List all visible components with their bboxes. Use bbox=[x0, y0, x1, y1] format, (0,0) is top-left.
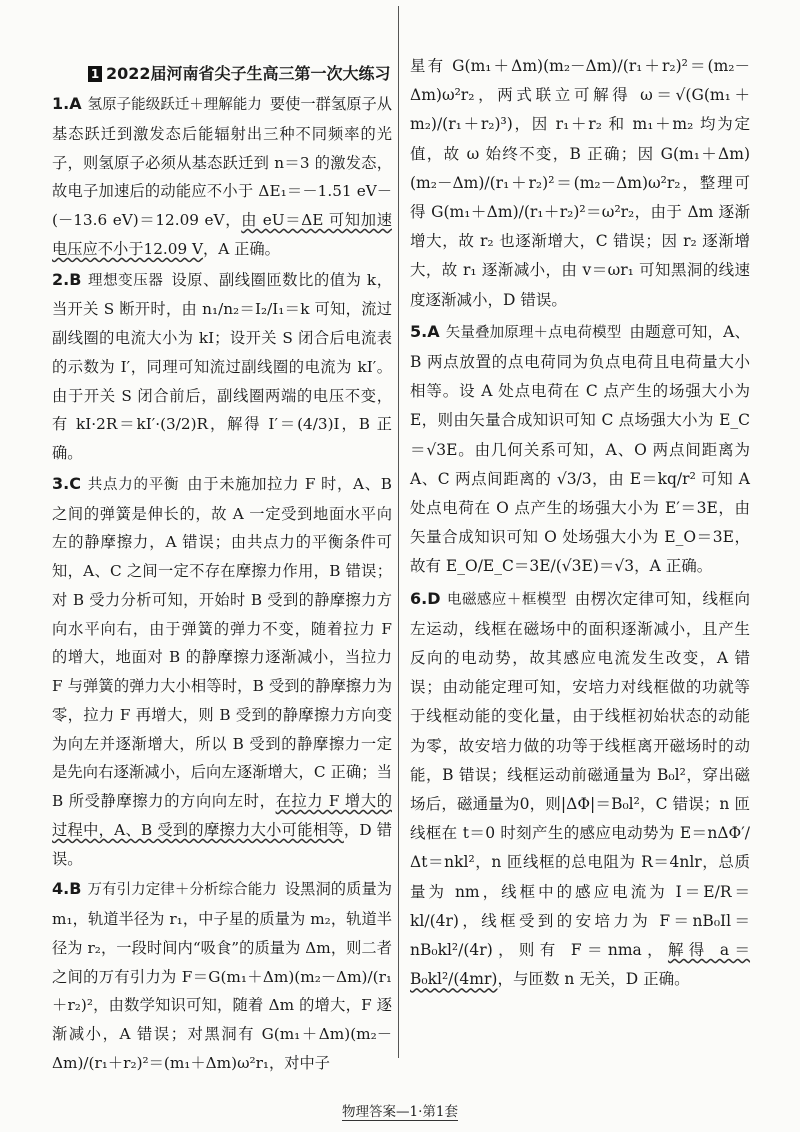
column-divider bbox=[398, 6, 399, 1058]
answer-topic: 万有引力定律＋分析综合能力 bbox=[87, 882, 277, 899]
answer-underlined: 由 eU＝ΔE 可知加速电压应不小于12.09 V bbox=[52, 211, 392, 258]
answer-number: 2.B bbox=[52, 269, 82, 289]
answer-2 bbox=[52, 266, 392, 468]
answer-6 bbox=[410, 584, 750, 995]
answer-underlined: 解得 a＝B₀kl²/(4mr) bbox=[410, 941, 751, 989]
answer-number: 3.C bbox=[52, 473, 81, 493]
answer-topic: 电磁感应＋框模型 bbox=[446, 591, 567, 608]
answer-tail: ，D 错误。 bbox=[52, 820, 392, 868]
answer-4 bbox=[52, 875, 392, 1077]
left-column bbox=[52, 90, 392, 1080]
right-column bbox=[410, 52, 750, 997]
answer-number: 1.A bbox=[52, 94, 82, 113]
answer-number: 5.A bbox=[410, 321, 440, 341]
answer-text: 由于未施加拉力 F 时，A、B 之间的弹簧是伸长的，故 A 一定受到地面水平向左的静摩擦力，A 错误；由共点力的平衡条件可知，A、C 之间一定不存在摩擦力作用，B 错误；对 B 受力分析可知，开始时 B 受到的静摩擦力方向水平向右，由于弹簧的弹力不变，随着拉力 F 的增大，地面对 B 的静摩擦力逐渐减小，当拉力 F 与弹簧的弹力大小相等时，B 受到的静摩擦力为零，拉力 F 再增大，则 B 受到的静摩擦力方向变为向左并逐渐增大，所以 B 受到的静摩擦力一定是先向右逐渐减小，后向左逐渐增大，C 正确；当 B 所受静摩擦力的方向向左时， bbox=[52, 474, 393, 810]
answer-tail: ，与匝数 n 无关，D 正确。 bbox=[497, 970, 690, 989]
footer-text: 物理答案—1·第1套 bbox=[342, 1104, 458, 1120]
answer-5 bbox=[410, 317, 750, 582]
answer-number: 4.B bbox=[52, 879, 82, 899]
answer-text: 设黑洞的质量为 m₁，轨道半径为 r₁，中子星的质量为 m₂，轨道半径为 r₂，一段时间内“吸食”的质量为 Δm，则二者之间的万有引力为 F＝G(m₁＋Δm)(m₂－Δm)/(r₁＋r₂)²，由数学知识可知，随着 Δm 的增大，F 逐渐减小，A 错误；对黑洞有 G(m₁＋Δm)(m₂－Δm)/(r₁＋r₂)²＝(m₁＋Δm)ω²r₁，对中子 bbox=[52, 880, 393, 1072]
answer-number: 6.D bbox=[410, 588, 441, 608]
answer-3 bbox=[52, 470, 392, 874]
answer-topic: 共点力的平衡 bbox=[86, 476, 180, 493]
answer-tail: ，A 正确。 bbox=[203, 239, 280, 258]
answer-topic: 氢原子能级跃迁＋理解能力 bbox=[87, 97, 262, 113]
answer-1 bbox=[52, 90, 392, 264]
page-title bbox=[88, 61, 398, 84]
page-footer bbox=[0, 1100, 800, 1120]
answer-4-continued bbox=[410, 52, 750, 315]
answer-text-continued: 星有 G(m₁＋Δm)(m₂－Δm)/(r₁＋r₂)²＝(m₂－Δm)ω²r₂，两式联立可解得 ω＝√(G(m₁＋m₂)/(r₁＋r₂)³)，因 r₁＋r₂ 和 m₁＋m₂ 均为定值，故 ω 始终不变，B 正确；因 G(m₁＋Δm)(m₂－Δm)/(r₁＋r₂)²＝(m₂－Δm)ω²r₂，整理可得 G(m₁＋Δm)/(r₁＋r₂)²＝ω²r₂，由于 Δm 逐渐增大，故 r₂ 也逐渐增大，C 错误；因 r₂ 逐渐增大，故 r₁ 逐渐减小，由 v＝ωr₁ 可知黑洞的线速度逐渐减小，D 错误。 bbox=[410, 57, 750, 309]
title-text: 2022届河南省尖子生高三第一次大练习 bbox=[106, 64, 391, 83]
answer-underlined: 在拉力 F 增大的过程中，A、B 受到的摩擦力大小可能相等 bbox=[52, 792, 392, 839]
answer-topic: 矢量叠加原理＋点电荷模型 bbox=[445, 324, 622, 341]
answer-text: 由题意可知，A、B 两点放置的点电荷同为负点电荷且电荷量大小相等。设 A 处点电荷在 C 点产生的场强大小为 E，则由矢量合成知识可知 C 点场强大小为 E_C＝√3E。由几何关系可知，A、O 两点间距离为 A、C 两点间距离的 √3/3，由 E＝kq/r² 可知 A 处点电荷在 O 点产生的场强大小为 E′＝3E，由矢量合成知识可知 O 处场强大小为 E_O＝3E，故有 E_O/E_C＝3E/(√3E)＝√3，A 正确。 bbox=[410, 322, 750, 576]
answer-text: 设原、副线圈匝数比的值为 k，当开关 S 断开时，由 n₁/n₂＝I₂/I₁＝k 可知，流过副线圈的电流大小为 kI；设开关 S 闭合后电流表的示数为 I′，同理可知流过副线圈的电流为 kI′。由于开关 S 闭合前后，副线圈两端的电压不变，有 kI·2R＝kI′·(3/2)R，解得 I′＝(4/3)I，B 正确。 bbox=[52, 270, 393, 462]
answer-topic: 理想变压器 bbox=[87, 272, 164, 289]
set-number-badge: 1 bbox=[88, 66, 102, 82]
answer-text: 由楞次定律可知，线框向左运动，线框在磁场中的面积逐渐减小，且产生反向的电动势，故其感应电流发生改变，A 错误；由动能定理可知，安培力对线框做的功就等于线框动能的变化量，由于线框初始状态的动能为零，故安培力做的功等于线框离开磁场时的动能，B 错误；线框运动前磁通量为 B₀l²，穿出磁场后，磁通量为0，则|ΔΦ|＝B₀l²，C 错误；n 匝线框在 t＝0 时刻产生的感应电动势为 E＝nΔΦ′/Δt＝nkl²，n 匝线框的总电阻为 R＝4nlr，总质量为 nm，线框中的感应电流为 I＝E/R＝kl/(4r)，线框受到的安培力为 F＝nB₀Il＝nB₀kl²/(4r)，则有 F＝nma， bbox=[410, 589, 750, 960]
answer-text: 要使一群氢原子从基态跃迁到激发态后能辐射出三种不同频率的光子，则氢原子必须从基态跃迁到 n＝3 的激发态，故电子加速后的动能应不小于 ΔE₁＝－1.51 eV－(－13.6 eV)＝12.09 eV， bbox=[52, 95, 393, 229]
